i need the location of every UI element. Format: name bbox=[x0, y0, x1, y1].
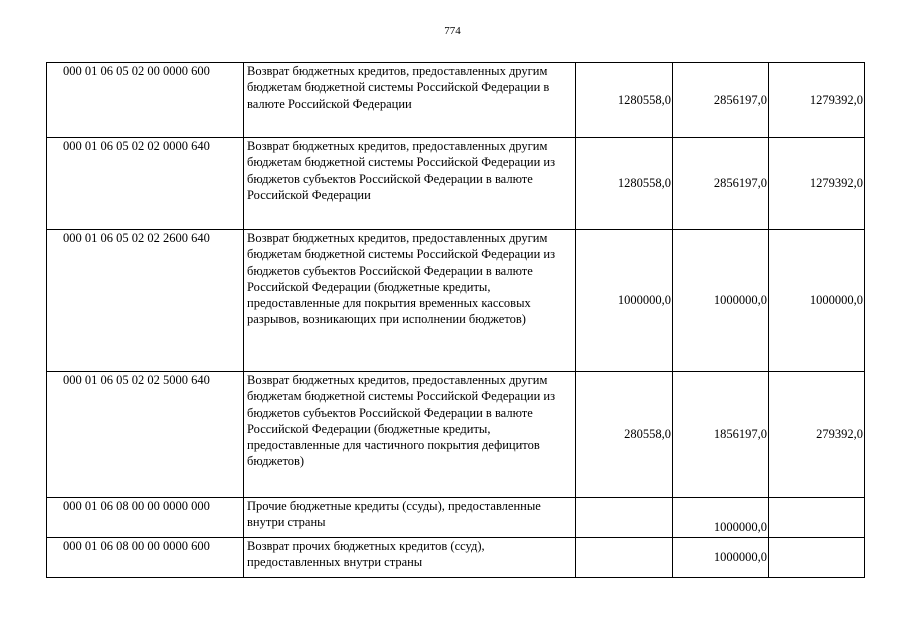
description-cell: Возврат бюджетных кредитов, предоставленных другим бюджетам бюджетной системы Российской Федерации в валюте Российской Федерации bbox=[244, 63, 576, 138]
value-cell-1: 1280558,0 bbox=[576, 138, 673, 230]
description-cell: Возврат прочих бюджетных кредитов (ссуд), предоставленных внутри страны bbox=[244, 538, 576, 578]
table-row bbox=[47, 498, 865, 538]
description-cell: Возврат бюджетных кредитов, предоставленных другим бюджетам бюджетной системы Российской Федерации из бюджетов субъектов Российской Федерации в валюте Российской Федерации bbox=[244, 138, 576, 230]
code-cell: 000 01 06 05 02 02 0000 640 bbox=[47, 138, 244, 230]
value-cell-2: 2856197,0 bbox=[673, 138, 769, 230]
value-cell-3 bbox=[769, 498, 865, 538]
value-cell-1: 1000000,0 bbox=[576, 230, 673, 372]
value-cell-3: 1279392,0 bbox=[769, 138, 865, 230]
value-cell-2: 1856197,0 bbox=[673, 372, 769, 498]
description-cell: Возврат бюджетных кредитов, предоставленных другим бюджетам бюджетной системы Российской Федерации из бюджетов субъектов Российской Федерации в валюте Российской Федерации (бюджетные кредиты, предоставленные для частичного покрытия дефицитов бюджетов) bbox=[244, 372, 576, 498]
table-row bbox=[47, 372, 865, 498]
code-cell: 000 01 06 05 02 02 2600 640 bbox=[47, 230, 244, 372]
value-cell-1: 280558,0 bbox=[576, 372, 673, 498]
value-cell-3: 1000000,0 bbox=[769, 230, 865, 372]
code-cell: 000 01 06 08 00 00 0000 600 bbox=[47, 538, 244, 578]
code-cell: 000 01 06 05 02 00 0000 600 bbox=[47, 63, 244, 138]
value-cell-1 bbox=[576, 538, 673, 578]
code-cell: 000 01 06 08 00 00 0000 000 bbox=[47, 498, 244, 538]
value-cell-3 bbox=[769, 538, 865, 578]
table-row bbox=[47, 230, 865, 372]
value-cell-3: 1279392,0 bbox=[769, 63, 865, 138]
value-cell-2: 1000000,0 bbox=[673, 538, 769, 578]
value-cell-1 bbox=[576, 498, 673, 538]
table-row bbox=[47, 138, 865, 230]
budget-table bbox=[46, 62, 865, 578]
description-cell: Прочие бюджетные кредиты (ссуды), предоставленные внутри страны bbox=[244, 498, 576, 538]
code-cell: 000 01 06 05 02 02 5000 640 bbox=[47, 372, 244, 498]
value-cell-3: 279392,0 bbox=[769, 372, 865, 498]
table-row bbox=[47, 538, 865, 578]
value-cell-2: 2856197,0 bbox=[673, 63, 769, 138]
value-cell-2: 1000000,0 bbox=[673, 498, 769, 538]
table-row bbox=[47, 63, 865, 138]
value-cell-1: 1280558,0 bbox=[576, 63, 673, 138]
value-cell-2: 1000000,0 bbox=[673, 230, 769, 372]
description-cell: Возврат бюджетных кредитов, предоставленных другим бюджетам бюджетной системы Российской Федерации из бюджетов субъектов Российской Федерации в валюте Российской Федерации (бюджетные кредиты, предоставленные для покрытия временных кассовых разрывов, возникающих при исполнении бюджетов) bbox=[244, 230, 576, 372]
page-number: 774 bbox=[444, 25, 461, 37]
